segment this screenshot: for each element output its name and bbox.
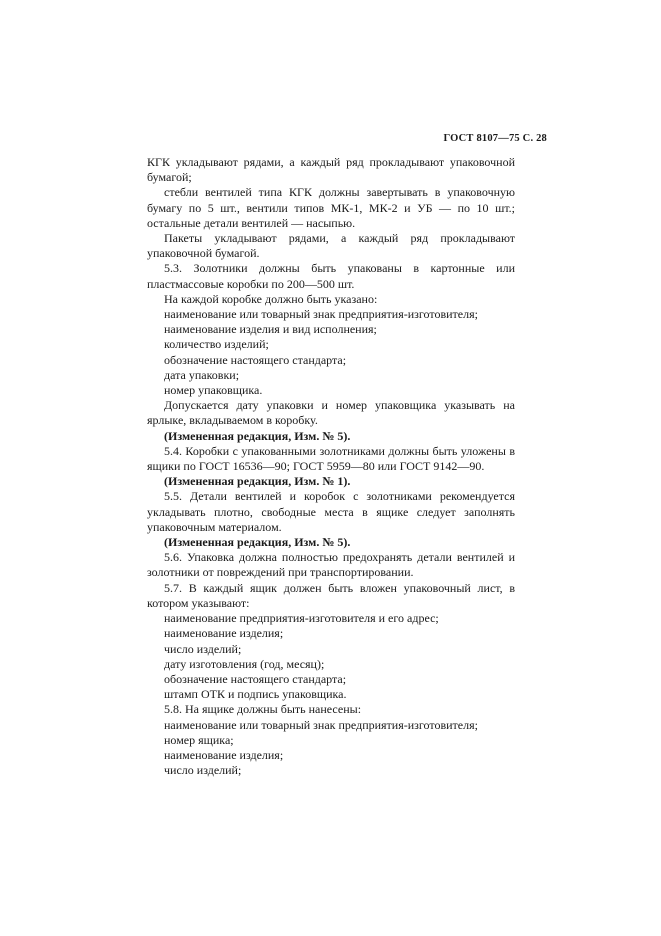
paragraph: наименование изделия; bbox=[164, 747, 284, 762]
amendment-note: (Измененная редакция, Изм. № 5). bbox=[164, 428, 351, 443]
paragraph: номер упаковщика. bbox=[164, 383, 263, 398]
paragraph: наименование изделия; bbox=[164, 626, 284, 641]
paragraph: наименование изделия и вид исполнения; bbox=[164, 322, 377, 337]
paragraph: наименование или товарный знак предприятия-изготовителя; bbox=[164, 307, 478, 322]
paragraph: Допускается дату упаковки и номер упаковщика указывать на ярлыке, вкладываемом в коробку. bbox=[147, 398, 515, 428]
paragraph: обозначение настоящего стандарта; bbox=[164, 671, 347, 686]
document-body bbox=[147, 155, 515, 778]
paragraph: число изделий; bbox=[164, 763, 242, 778]
paragraph: 5.6. Упаковка должна полностью предохранять детали вентилей и золотники от повреждений при транспортировании. bbox=[147, 550, 515, 580]
paragraph: дата упаковки; bbox=[164, 367, 240, 382]
amendment-note: (Измененная редакция, Изм. № 5). bbox=[164, 535, 351, 550]
paragraph: 5.4. Коробки с упакованными золотниками должны быть уложены в ящики по ГОСТ 16536—90; ГОСТ 5959—80 или ГОСТ 9142—90. bbox=[147, 443, 515, 474]
paragraph: штамп ОТК и подпись упаковщика. bbox=[164, 687, 347, 702]
paragraph: Пакеты укладывают рядами, а каждый ряд прокладывают упаковочной бумагой. bbox=[147, 231, 515, 261]
paragraph: количество изделий; bbox=[164, 337, 269, 352]
paragraph: наименование предприятия-изготовителя и его адрес; bbox=[164, 611, 439, 626]
paragraph: номер ящика; bbox=[164, 732, 234, 747]
paragraph: 5.7. В каждый ящик должен быть вложен упаковочный лист, в котором указывают: bbox=[147, 580, 515, 610]
paragraph: дату изготовления (год, месяц); bbox=[164, 656, 325, 671]
paragraph: 5.5. Детали вентилей и коробок с золотниками рекомендуется укладывать плотно, свободные места в ящике следует заполнять упаковочным материалом. bbox=[147, 489, 515, 534]
paragraph: КГК укладывают рядами, а каждый ряд прокладывают упаковочной бумагой; bbox=[147, 155, 515, 185]
amendment-note: (Измененная редакция, Изм. № 1). bbox=[164, 474, 351, 489]
page-header: ГОСТ 8107—75 С. 28 bbox=[443, 133, 547, 144]
paragraph: На каждой коробке должно быть указано: bbox=[164, 291, 378, 306]
paragraph: 5.8. На ящике должны быть нанесены: bbox=[164, 702, 362, 717]
paragraph: наименование или товарный знак предприятия-изготовителя; bbox=[164, 717, 478, 732]
paragraph: число изделий; bbox=[164, 641, 242, 656]
paragraph: 5.3. Золотники должны быть упакованы в картонные или пластмассовые коробки по 200—500 шт. bbox=[147, 261, 515, 291]
paragraph: обозначение настоящего стандарта; bbox=[164, 352, 347, 367]
paragraph: стебли вентилей типа КГК должны завертывать в упаковочную бумагу по 5 шт., вентили типов МК-1, МК-2 и УБ — по 10 шт.; остальные детали вентилей — насыпью. bbox=[147, 185, 515, 230]
